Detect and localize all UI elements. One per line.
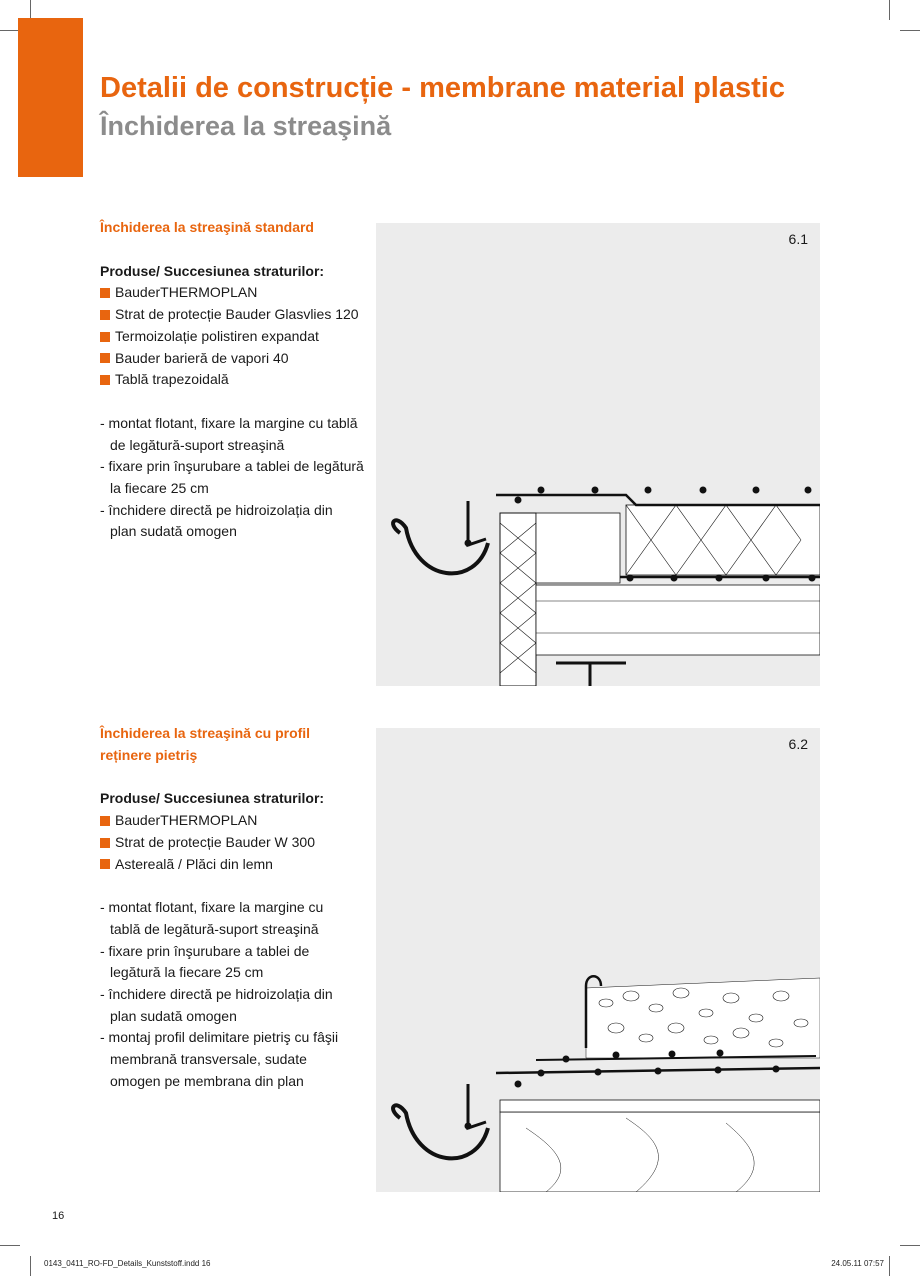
note-line: - fixare prin înşurubare a tablei de legătură <box>100 458 364 475</box>
product-item <box>100 832 375 854</box>
note-line: - montat flotant, fixare la margine cu tablă <box>100 414 358 431</box>
bullet-square-icon <box>100 816 110 826</box>
note-line: legătură la fiecare 25 cm <box>110 964 264 981</box>
note-item <box>100 500 375 543</box>
product-label: Tablă trapezoidală <box>115 371 229 388</box>
footer-date: 24.05.11 07:57 <box>831 1259 884 1268</box>
note-line: tablă de legătură-suport streaşină <box>110 920 319 937</box>
product-label: Asterealã / Plăci din lemn <box>115 855 273 872</box>
crop-mark <box>30 0 31 20</box>
note-line: de legătură-suport streaşină <box>110 436 285 453</box>
crop-mark <box>889 1256 890 1276</box>
note-line: plan sudată omogen <box>110 523 237 540</box>
section-title: Închiderea la streaşină standard <box>100 219 314 235</box>
bullet-square-icon <box>100 353 110 363</box>
section-title: Închiderea la streaşină cu profil <box>100 725 311 741</box>
page-number: 16 <box>52 1210 65 1222</box>
note-item <box>100 984 375 1027</box>
note-line: - închidere directă pe hidroizolația din <box>100 501 333 518</box>
bullet-square-icon <box>100 310 110 320</box>
crop-mark <box>889 0 890 20</box>
products-heading: Produse/ Succesiunea straturilor: <box>100 262 325 279</box>
figure-6-1 <box>376 223 820 686</box>
orange-brand-block <box>18 18 83 177</box>
figure-6-2 <box>376 728 820 1192</box>
note-line: omogen pe membrana din plan <box>110 1072 304 1089</box>
crop-mark <box>0 30 20 31</box>
note-line: plan sudată omogen <box>110 1007 237 1024</box>
page-title: Detalii de construcție - membrane material plastic <box>100 72 785 104</box>
note-item <box>100 897 375 940</box>
crop-mark <box>30 1256 31 1276</box>
note-line: membrană transversale, sudate <box>110 1051 307 1068</box>
product-item <box>100 326 375 348</box>
note-line: la fiecare 25 cm <box>110 480 209 497</box>
section-standard <box>100 217 375 543</box>
product-item <box>100 369 375 391</box>
note-line: - fixare prin înşurubare a tablei de <box>100 942 310 959</box>
bullet-square-icon <box>100 838 110 848</box>
product-item <box>100 304 375 326</box>
figure-number: 6.2 <box>788 736 808 752</box>
crop-mark <box>900 30 920 31</box>
product-label: BauderTHERMOPLAN <box>115 284 258 301</box>
product-item <box>100 854 375 876</box>
product-label: Termoizolație polistiren expandat <box>115 327 319 344</box>
product-item <box>100 810 375 832</box>
bullet-square-icon <box>100 288 110 298</box>
note-item <box>100 1027 375 1092</box>
product-item <box>100 282 375 304</box>
product-label: Strat de protecție Bauder Glasvlies 120 <box>115 306 359 323</box>
note-item <box>100 456 375 499</box>
products-heading: Produse/ Succesiunea straturilor: <box>100 790 325 807</box>
notes-list <box>100 413 375 543</box>
page-subtitle: Închiderea la streaşină <box>100 111 392 141</box>
note-line: - închidere directă pe hidroizolația din <box>100 986 333 1003</box>
product-label: BauderTHERMOPLAN <box>115 812 258 829</box>
section-title: reținere pietriş <box>100 746 198 763</box>
notes-list <box>100 897 375 1092</box>
product-label: Bauder barieră de vapori 40 <box>115 349 289 366</box>
section-gravel-stop <box>100 723 375 1093</box>
crop-mark <box>900 1245 920 1246</box>
eave-gravel-detail-drawing <box>376 728 820 1192</box>
product-item <box>100 348 375 370</box>
footer-filename: 0143_0411_RO-FD_Details_Kunststoff.indd 16 <box>44 1259 211 1268</box>
bullet-square-icon <box>100 375 110 385</box>
product-label: Strat de protecție Bauder W 300 <box>115 833 315 850</box>
figure-number: 6.1 <box>788 231 808 247</box>
eave-detail-drawing <box>376 223 820 686</box>
crop-mark <box>0 1245 20 1246</box>
note-item <box>100 413 375 456</box>
note-line: - montat flotant, fixare la margine cu <box>100 899 324 916</box>
note-line: - montaj profil delimitare pietriş cu fâşii <box>100 1029 339 1046</box>
bullet-square-icon <box>100 859 110 869</box>
bullet-square-icon <box>100 332 110 342</box>
note-item <box>100 941 375 984</box>
